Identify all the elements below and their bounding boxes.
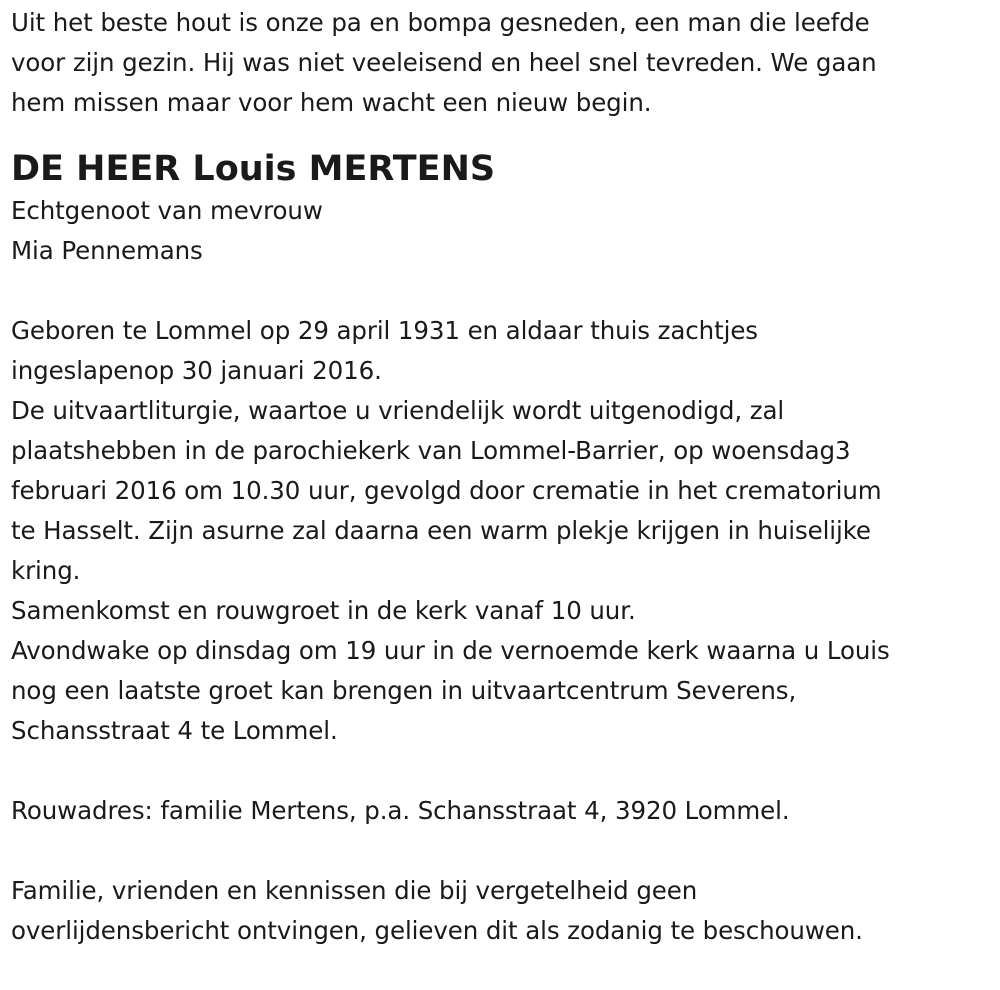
spouse-line: Echtgenoot van mevrouw <box>11 196 323 225</box>
intro-line: voor zijn gezin. Hij was niet veeleisend en heel snel tevreden. We gaan <box>11 48 877 77</box>
intro-line: Uit het beste hout is onze pa en bompa gesneden, een man die leefde <box>11 8 870 37</box>
closing-paragraph <box>11 871 986 951</box>
deceased-name-title: DE HEER Louis MERTENS <box>11 149 496 189</box>
details-line: te Hasselt. Zijn asurne zal daarna een warm plekje krijgen in huiselijke <box>11 516 871 545</box>
details-line: ingeslapenop 30 januari 2016. <box>11 356 382 385</box>
details-line: februari 2016 om 10.30 uur, gevolgd door crematie in het crematorium <box>11 476 882 505</box>
details-paragraph <box>11 311 986 751</box>
spouse-line: Mia Pennemans <box>11 236 203 265</box>
details-line: nog een laatste groet kan brengen in uitvaartcentrum Severens, <box>11 676 797 705</box>
details-line: Avondwake op dinsdag om 19 uur in de vernoemde kerk waarna u Louis <box>11 636 890 665</box>
closing-line: Familie, vrienden en kennissen die bij vergetelheid geen <box>11 876 698 905</box>
closing-line: overlijdensbericht ontvingen, gelieven dit als zodanig te beschouwen. <box>11 916 863 945</box>
spacer <box>11 831 986 871</box>
spacer <box>11 751 986 791</box>
details-line: plaatshebben in de parochiekerk van Lommel-Barrier, op woensdag3 <box>11 436 851 465</box>
intro-paragraph <box>11 3 986 123</box>
address-paragraph <box>11 791 986 831</box>
spacer <box>11 271 986 311</box>
details-line: Geboren te Lommel op 29 april 1931 en aldaar thuis zachtjes <box>11 316 758 345</box>
details-line: De uitvaartliturgie, waartoe u vriendelijk wordt uitgenodigd, zal <box>11 396 785 425</box>
details-line: Schansstraat 4 te Lommel. <box>11 716 338 745</box>
spouse-paragraph <box>11 191 986 271</box>
address-line: Rouwadres: familie Mertens, p.a. Schansstraat 4, 3920 Lommel. <box>11 796 790 825</box>
details-line: Samenkomst en rouwgroet in de kerk vanaf 10 uur. <box>11 596 636 625</box>
spacer <box>11 123 986 147</box>
intro-line: hem missen maar voor hem wacht een nieuw begin. <box>11 88 652 117</box>
details-line: kring. <box>11 556 81 585</box>
obituary-document <box>11 3 986 951</box>
